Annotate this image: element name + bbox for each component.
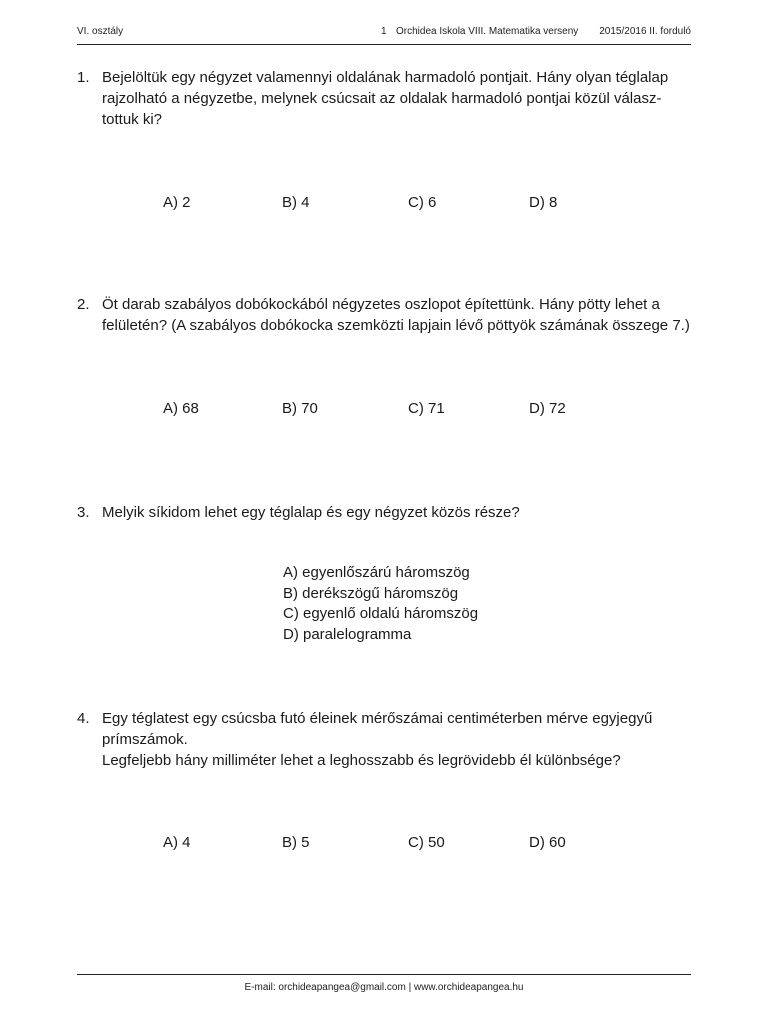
answer-option-c: C) 50 <box>408 834 445 851</box>
question-line: Legfeljebb hány milliméter lehet a leghosszabb és legrövidebb él különbsége? <box>102 752 621 769</box>
question-text <box>102 502 692 523</box>
answer-option-b: B) derékszögű háromszög <box>283 584 459 602</box>
question-line: Melyik síkidom lehet egy téglalap és egy négyzet közös része? <box>102 504 520 521</box>
answer-option-d: D) 72 <box>529 400 566 417</box>
question-text <box>102 708 692 771</box>
question-line: Öt darab szabályos dobókockából négyzetes oszlopot építettünk. Hány pötty lehet a <box>102 296 660 313</box>
round-label: 2015/2016 II. forduló <box>599 26 691 37</box>
answer-option-b: B) 5 <box>282 834 310 851</box>
question-text <box>102 294 692 336</box>
question-line: Bejelöltük egy négyzet valamennyi oldalának harmadoló pontjait. Hány olyan téglalap <box>102 69 669 86</box>
answer-option-a: A) 68 <box>163 400 199 417</box>
question-text <box>102 67 692 130</box>
question-line: rajzolható a négyzetbe, melynek csúcsait az oldalak harmadoló pontjai közül válasz- <box>102 90 662 107</box>
question-number: 3. <box>77 504 90 521</box>
page-footer: E-mail: orchideapangea@gmail.com | www.orchideapangea.hu <box>244 982 524 993</box>
question-line: prímszámok. <box>102 731 188 748</box>
answer-options-3 <box>283 563 478 646</box>
question-line: tottuk ki? <box>102 111 163 128</box>
answer-option-c: C) 71 <box>408 400 445 417</box>
question-line: Egy téglatest egy csúcsba futó éleinek mérőszámai centiméterben mérve egyjegyű <box>102 710 653 727</box>
footer-divider <box>77 974 691 975</box>
answer-option-b: B) 70 <box>282 400 318 417</box>
answer-option-d: D) paralelogramma <box>283 626 412 644</box>
grade-label: VI. osztály <box>77 26 124 37</box>
answer-option-a: A) egyenlőszárú háromszög <box>283 564 470 581</box>
answer-option-d: D) 8 <box>529 194 558 211</box>
question-number: 4. <box>77 710 90 727</box>
answer-option-b: B) 4 <box>282 194 310 211</box>
answer-option-d: D) 60 <box>529 834 566 851</box>
competition-title: Orchidea Iskola VIII. Matematika verseny <box>396 26 579 37</box>
answer-option-a: A) 4 <box>163 834 191 851</box>
page-header <box>77 26 691 45</box>
page-number: 1 <box>381 26 387 37</box>
question-line: felületén? (A szabályos dobókocka szemközti lapjain lévő pöttyök számának összege 7.) <box>102 317 690 334</box>
question-number: 2. <box>77 296 90 313</box>
answer-option-c: C) egyenlő oldalú háromszög <box>283 605 479 623</box>
answer-option-a: A) 2 <box>163 194 191 211</box>
question-number: 1. <box>77 69 90 86</box>
answer-option-c: C) 6 <box>408 194 437 211</box>
